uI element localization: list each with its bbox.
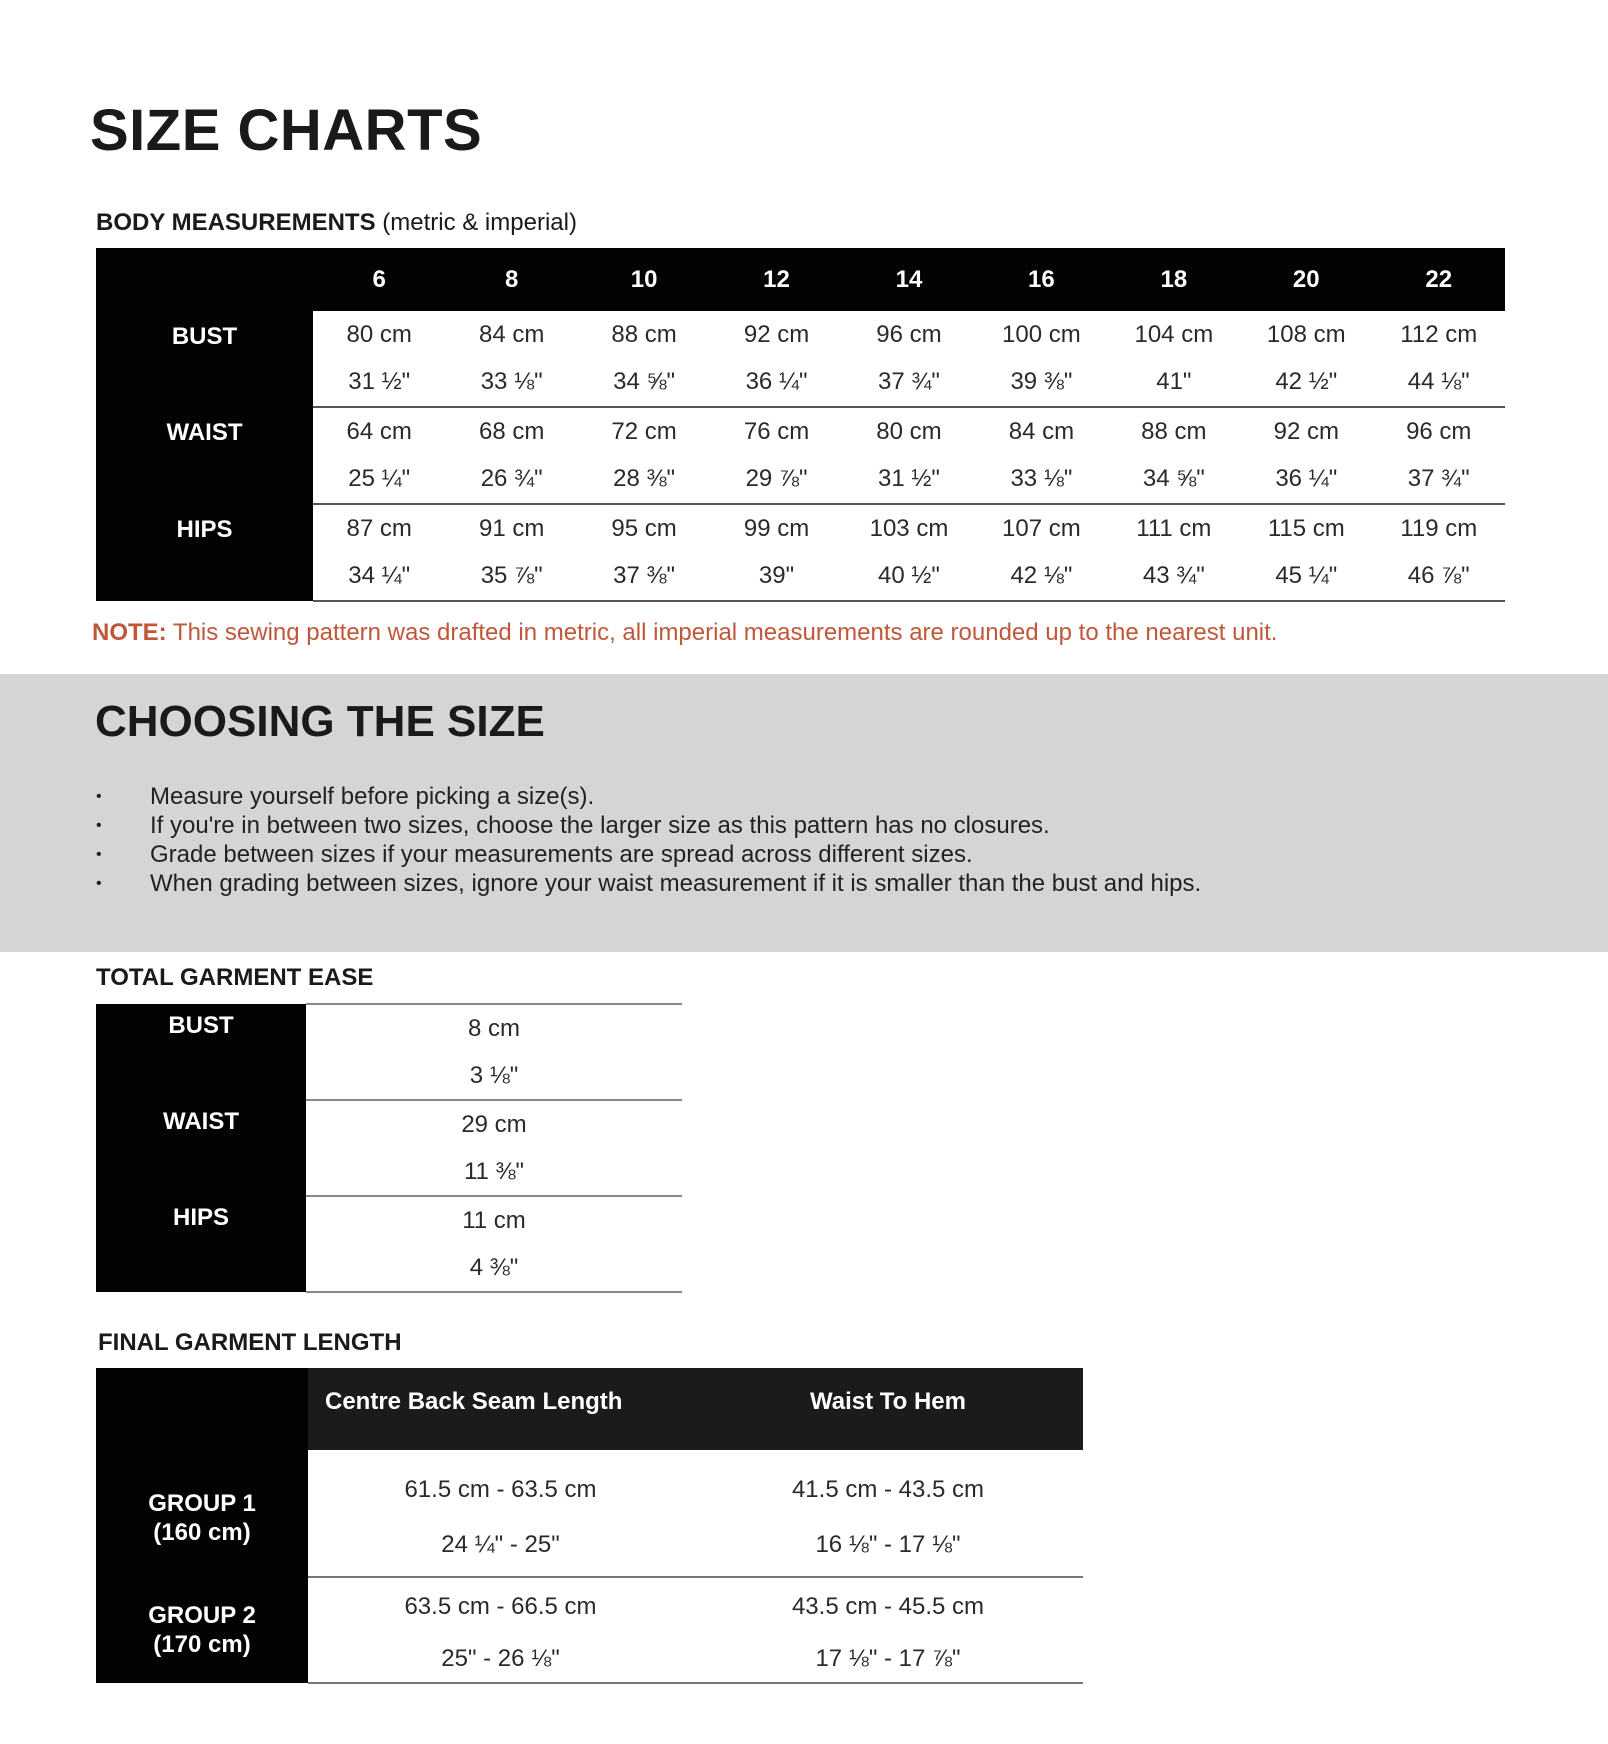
list-item-text: Grade between sizes if your measurements are spread across different sizes.: [150, 841, 973, 868]
waist-metric-row: [96, 407, 1505, 456]
table-cell: 88 cm: [611, 320, 677, 348]
size-header: 8: [445, 248, 577, 311]
table-cell: 36 ¼": [710, 359, 842, 408]
table-cell: 31 ½": [843, 456, 975, 505]
size-header: 16: [975, 248, 1107, 311]
table-cell: 95 cm: [611, 514, 677, 542]
table-cell: 17 ⅛" - 17 ⅞": [693, 1636, 1083, 1683]
table-cell: 119 cm: [1400, 514, 1478, 542]
table-cell: 28 ⅜": [578, 456, 710, 505]
table-cell: 40 ½": [843, 553, 975, 602]
table-cell: 34 ⅝": [1108, 456, 1240, 505]
table-cell: 63.5 cm - 66.5 cm: [404, 1593, 597, 1620]
table-cell: 26 ¾": [445, 456, 577, 505]
table-cell: 25 ¼": [313, 456, 445, 505]
body-measurements-subtitle: (metric & imperial): [375, 209, 577, 236]
table-cell: 43 ¾": [1108, 553, 1240, 602]
table-cell: 84 cm: [478, 320, 545, 348]
table-cell: 108 cm: [1266, 320, 1346, 348]
choosing-size-list: [96, 782, 1201, 898]
list-item: [96, 840, 1201, 869]
table-cell: 11 cm: [462, 1206, 526, 1234]
table-cell: 29 ⅞": [710, 456, 842, 505]
table-cell: 31 ½": [313, 359, 445, 408]
table-cell: 99 cm: [743, 514, 810, 542]
choosing-size-heading: CHOOSING THE SIZE: [95, 697, 545, 746]
group-height: (170 cm): [153, 1631, 251, 1658]
bullet-icon: •: [96, 846, 102, 863]
garment-ease-heading: TOTAL GARMENT EASE: [96, 964, 374, 991]
choosing-size-section: [0, 674, 1608, 952]
list-item: [96, 811, 1201, 840]
table-cell: 64 cm: [346, 417, 412, 445]
table-cell: 45 ¼": [1240, 553, 1372, 602]
table-cell: 61.5 cm - 63.5 cm: [404, 1476, 597, 1503]
list-item-text: Measure yourself before picking a size(s).: [150, 783, 595, 810]
table-cell: 39": [710, 553, 842, 602]
page-title: SIZE CHARTS: [90, 98, 483, 163]
bust-metric-row: [96, 311, 1505, 359]
table-cell: 103 cm: [869, 514, 949, 542]
table-cell: 41.5 cm - 43.5 cm: [791, 1476, 985, 1503]
length-header-row: [96, 1368, 1083, 1450]
table-cell: 37 ¾": [843, 359, 975, 408]
bullet-icon: •: [96, 788, 102, 805]
table-cell: 33 ⅛": [975, 456, 1107, 505]
table-cell: 16 ⅛" - 17 ⅛": [693, 1522, 1083, 1577]
group-name: GROUP 2: [148, 1602, 256, 1629]
table-cell: 111 cm: [1136, 514, 1212, 542]
size-header: 10: [578, 248, 710, 311]
table-cell: 34 ¼": [313, 553, 445, 602]
row-label-group2: [96, 1577, 308, 1683]
table-cell: 68 cm: [478, 417, 545, 445]
table-cell: 29 cm: [461, 1110, 527, 1138]
table-cell: 92 cm: [1273, 417, 1339, 445]
ease-hips-metric-row: [96, 1196, 682, 1244]
size-header: 22: [1373, 248, 1506, 311]
table-cell: 44 ⅛": [1373, 359, 1506, 408]
list-item-text: When grading between sizes, ignore your waist measurement if it is smaller than the bust and hips.: [150, 870, 1202, 897]
table-cell: 100 cm: [1002, 320, 1081, 348]
column-header-waist-to-hem: Waist To Hem: [693, 1368, 1083, 1450]
body-measurements-table: [96, 248, 1505, 602]
note-label: NOTE:: [92, 619, 167, 646]
ease-waist-metric-row: [96, 1100, 682, 1148]
ease-bust-metric-row: [96, 1004, 682, 1052]
size-header: 12: [710, 248, 842, 311]
table-cell: 43.5 cm - 45.5 cm: [791, 1593, 985, 1620]
table-cell: 91 cm: [478, 514, 545, 542]
table-cell: 84 cm: [1008, 417, 1075, 445]
table-cell: 80 cm: [346, 320, 412, 348]
row-label-hips: HIPS: [96, 504, 313, 601]
table-cell: 39 ⅜": [975, 359, 1107, 408]
row-label-waist: WAIST: [96, 407, 313, 504]
metric-note: [92, 618, 1277, 648]
table-cell: 87 cm: [346, 514, 412, 542]
table-cell: 46 ⅞": [1373, 553, 1506, 602]
group-name: GROUP 1: [148, 1489, 256, 1517]
table-cell: 80 cm: [876, 417, 942, 445]
row-label-group1: [96, 1450, 308, 1577]
size-header: 14: [843, 248, 975, 311]
group1-metric-row: [96, 1450, 1083, 1522]
column-header-centre-back: Centre Back Seam Length: [308, 1368, 693, 1450]
bullet-icon: •: [96, 875, 102, 892]
size-header: 20: [1240, 248, 1372, 311]
size-header-row: [96, 248, 1505, 311]
table-cell: 24 ¼" - 25": [308, 1522, 693, 1577]
size-header: 18: [1108, 248, 1240, 311]
table-cell: 34 ⅝": [578, 359, 710, 408]
note-text: This sewing pattern was drafted in metric, all imperial measurements are rounded up to the nearest unit.: [166, 619, 1278, 646]
hips-metric-row: [96, 504, 1505, 553]
table-cell: 96 cm: [876, 320, 942, 348]
table-cell: 104 cm: [1134, 320, 1214, 348]
table-cell: 88 cm: [1141, 417, 1207, 445]
row-label-bust: BUST: [96, 1004, 306, 1100]
table-cell: 41": [1108, 359, 1240, 408]
table-cell: 42 ½": [1240, 359, 1372, 408]
corner-cell: [96, 248, 313, 311]
corner-cell: [96, 1368, 308, 1450]
size-header: 6: [313, 248, 445, 311]
table-cell: 8 cm: [306, 1004, 682, 1052]
row-label-waist: WAIST: [96, 1100, 306, 1196]
row-label-bust: BUST: [96, 311, 313, 407]
garment-ease-table: [96, 1003, 682, 1293]
table-cell: 107 cm: [1002, 514, 1081, 542]
bullet-icon: •: [96, 817, 102, 834]
group-height: (160 cm): [153, 1518, 251, 1546]
row-label-hips: HIPS: [96, 1196, 306, 1292]
table-cell: 112 cm: [1400, 320, 1478, 348]
table-cell: 115 cm: [1267, 514, 1345, 542]
table-cell: 25" - 26 ⅛": [308, 1636, 693, 1683]
table-cell: 92 cm: [743, 320, 810, 348]
table-cell: 37 ¾": [1373, 456, 1506, 505]
table-cell: 36 ¼": [1240, 456, 1372, 505]
table-cell: 76 cm: [743, 417, 810, 445]
table-cell: 42 ⅛": [975, 553, 1107, 602]
list-item: [96, 869, 1201, 898]
table-cell: 37 ⅜": [578, 553, 710, 602]
table-cell: 3 ⅛": [306, 1052, 682, 1100]
garment-length-table: [96, 1368, 1083, 1684]
list-item-text: If you're in between two sizes, choose the larger size as this pattern has no closures.: [150, 812, 1050, 839]
table-cell: 35 ⅞": [445, 553, 577, 602]
table-cell: 4 ⅜": [306, 1244, 682, 1292]
body-measurements-heading: [96, 208, 577, 238]
list-item: [96, 782, 1201, 811]
body-measurements-title: BODY MEASUREMENTS: [96, 209, 376, 236]
group2-metric-row: [96, 1577, 1083, 1636]
garment-length-heading: FINAL GARMENT LENGTH: [98, 1329, 402, 1356]
table-cell: 11 ⅜": [306, 1148, 682, 1196]
table-cell: 96 cm: [1406, 417, 1472, 445]
table-cell: 72 cm: [611, 417, 677, 445]
table-cell: 33 ⅛": [445, 359, 577, 408]
